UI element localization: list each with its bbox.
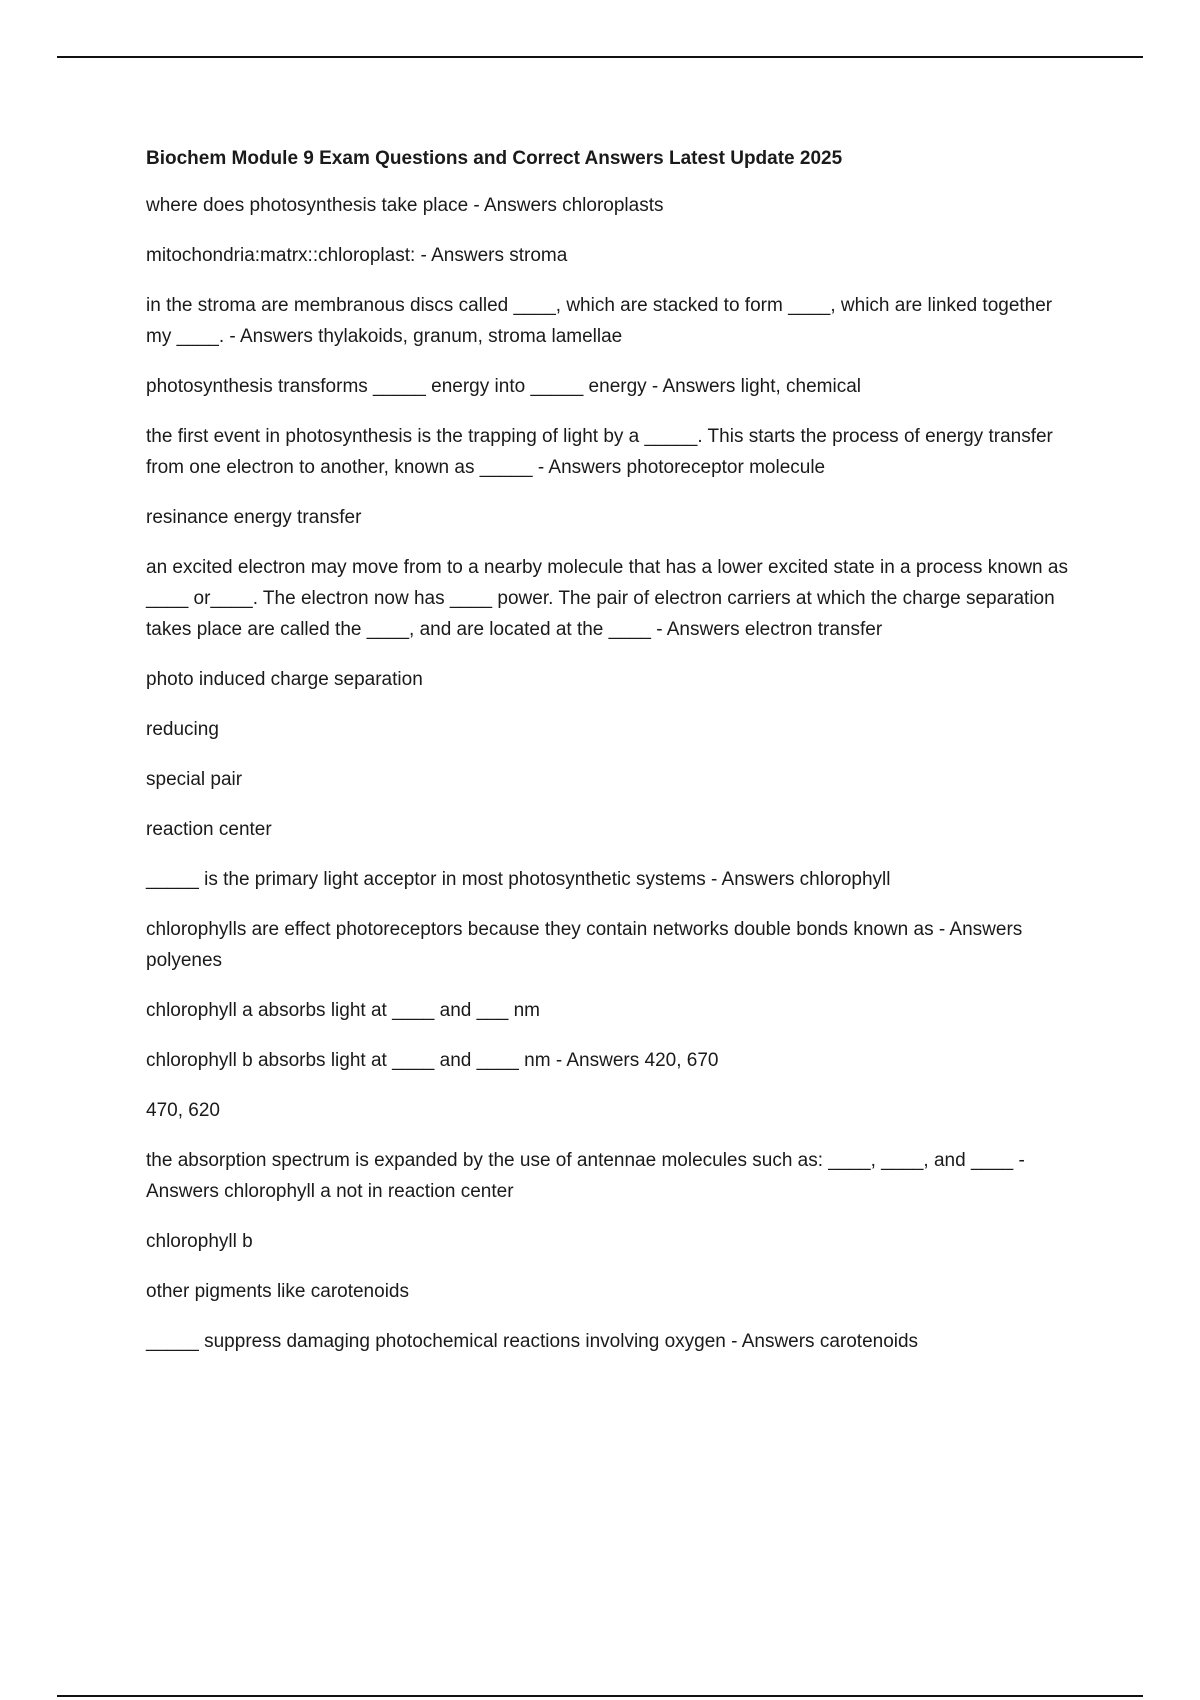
qa-paragraph-17: the absorption spectrum is expanded by the use of antennae molecules such as: ____, ____, and ____ - Answers chlorophyll a not in reaction center: [146, 1150, 1030, 1202]
qa-paragraph-19: other pigments like carotenoids: [146, 1281, 409, 1302]
bottom-divider: [57, 1695, 1143, 1697]
qa-paragraph-6: resinance energy transfer: [146, 507, 362, 528]
qa-paragraph-7: an excited electron may move from to a nearby molecule that has a lower excited state in a process known as ____ or____. The electron now has ____ power. The pair of electron carriers at which the charge separation takes place are called the ____, and are located at the ____ - Answers electron transfer: [146, 557, 1074, 640]
qa-paragraph-20: _____ suppress damaging photochemical reactions involving oxygen - Answers carotenoids: [146, 1331, 919, 1352]
qa-paragraph-14: chlorophyll a absorbs light at ____ and ___ nm: [146, 1000, 540, 1021]
qa-paragraph-9: reducing: [146, 719, 219, 740]
qa-paragraph-18: chlorophyll b: [146, 1231, 253, 1252]
qa-paragraph-11: reaction center: [146, 819, 272, 840]
qa-paragraph-16: 470, 620: [146, 1100, 220, 1121]
qa-paragraph-5: the first event in photosynthesis is the trapping of light by a _____. This starts the process of energy transfer from one electron to another, known as _____ - Answers photoreceptor molecule: [146, 426, 1059, 478]
qa-paragraph-2: mitochondria:matrx::chloroplast: - Answers stroma: [146, 245, 568, 266]
qa-paragraph-3: in the stroma are membranous discs called ____, which are stacked to form ____, which are linked together my ____. - Answers thylakoids, granum, stroma lamellae: [146, 295, 1058, 347]
top-divider: [57, 56, 1143, 58]
qa-paragraph-13: chlorophylls are effect photoreceptors because they contain networks double bonds known as - Answers polyenes: [146, 919, 1028, 971]
qa-paragraph-8: photo induced charge separation: [146, 669, 423, 690]
document-body: [146, 144, 1076, 1376]
document-title: Biochem Module 9 Exam Questions and Correct Answers Latest Update 2025: [146, 148, 843, 169]
qa-paragraph-15: chlorophyll b absorbs light at ____ and ____ nm - Answers 420, 670: [146, 1050, 719, 1071]
qa-paragraph-10: special pair: [146, 769, 243, 790]
qa-paragraph-1: where does photosynthesis take place - Answers chloroplasts: [146, 195, 664, 216]
qa-paragraph-12: _____ is the primary light acceptor in most photosynthetic systems - Answers chlorophyll: [146, 869, 891, 890]
qa-paragraph-4: photosynthesis transforms _____ energy into _____ energy - Answers light, chemical: [146, 376, 862, 397]
